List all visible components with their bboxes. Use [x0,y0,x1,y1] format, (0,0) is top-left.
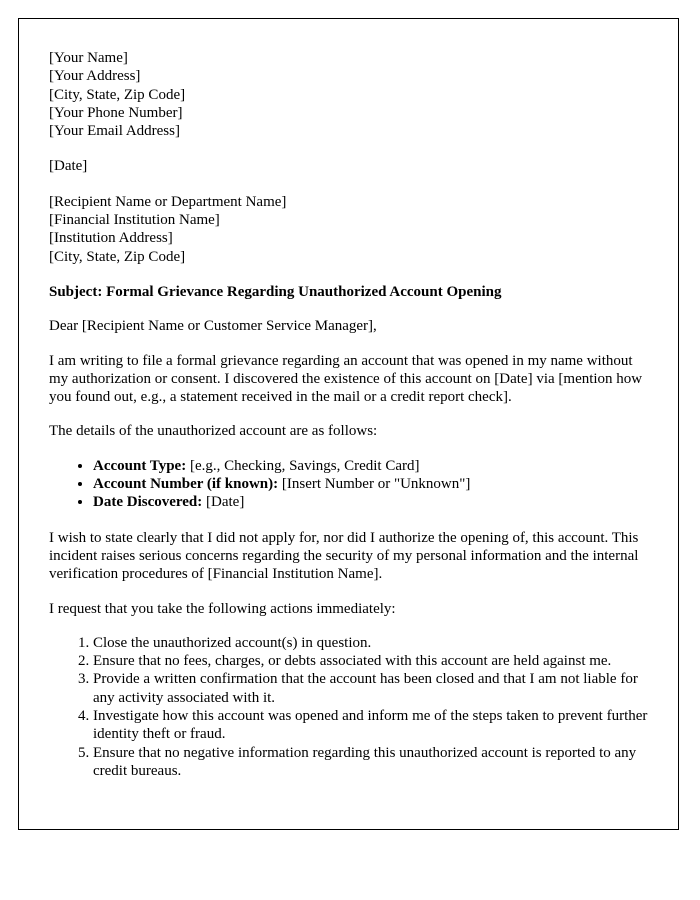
paragraph-request-lead: I request that you take the following actions immediately: [49,600,396,617]
detail-label: Account Number (if known): [93,476,279,493]
recipient-city-line: [City, State, Zip Code] [49,248,186,265]
date-line: [Date] [49,158,88,175]
requested-actions-list [49,634,648,780]
date-block [49,157,648,175]
action-item: 2. Ensure that no fees, charges, or debts associated with this account are held against me. [93,652,648,670]
recipient-block [49,193,648,266]
detail-label: Date Discovered: [93,494,203,511]
salutation: Dear [Recipient Name or Customer Service Manager], [49,318,377,335]
sender-block [49,49,648,140]
subject-line: Subject: Formal Grievance Regarding Unauthorized Account Opening [49,283,502,300]
detail-value: [Date] [202,494,245,511]
action-item: 5. Ensure that no negative information regarding this unauthorized account is reported to any credit bureaus. [93,744,648,781]
detail-value: [Insert Number or "Unknown"] [278,476,471,493]
recipient-institution-line: [Financial Institution Name] [49,212,220,229]
letter-page [18,18,679,830]
sender-address-line: [Your Address] [49,68,141,85]
account-details-list [49,457,648,512]
sender-name-line: [Your Name] [49,50,128,66]
sender-phone-line: [Your Phone Number] [49,104,183,121]
recipient-name-line: [Recipient Name or Department Name] [49,193,287,210]
action-item: 4. Investigate how this account was opened and inform me of the steps taken to prevent further identity theft or fraud. [93,707,648,744]
paragraph-statement: I wish to state clearly that I did not apply for, nor did I authorize the opening of, this account. This incident raises serious concerns regarding the security of my personal information and the internal verification procedures of [Financial Institution Name]. [49,529,639,583]
paragraph-details-lead: The details of the unauthorized account are as follows: [49,423,378,440]
paragraph-intro: I am writing to file a formal grievance regarding an account that was opened in my name without my authorization or consent. I discovered the existence of this account on [Date] via [mention how you found out, e.g., a statement received in the mail or a credit report check]. [49,352,643,406]
sender-email-line: [Your Email Address] [49,123,180,140]
action-item: 3. Provide a written confirmation that the account has been closed and that I am not liable for any activity associated with it. [93,670,648,707]
detail-value: [e.g., Checking, Savings, Credit Card] [186,457,420,474]
detail-item-account-type [93,457,648,475]
detail-item-account-number [93,475,648,493]
recipient-address-line: [Institution Address] [49,230,173,247]
action-item: 1. Close the unauthorized account(s) in question. [93,634,648,652]
detail-item-date-discovered [93,493,648,511]
sender-city-line: [City, State, Zip Code] [49,86,186,103]
detail-label: Account Type: [93,457,187,474]
